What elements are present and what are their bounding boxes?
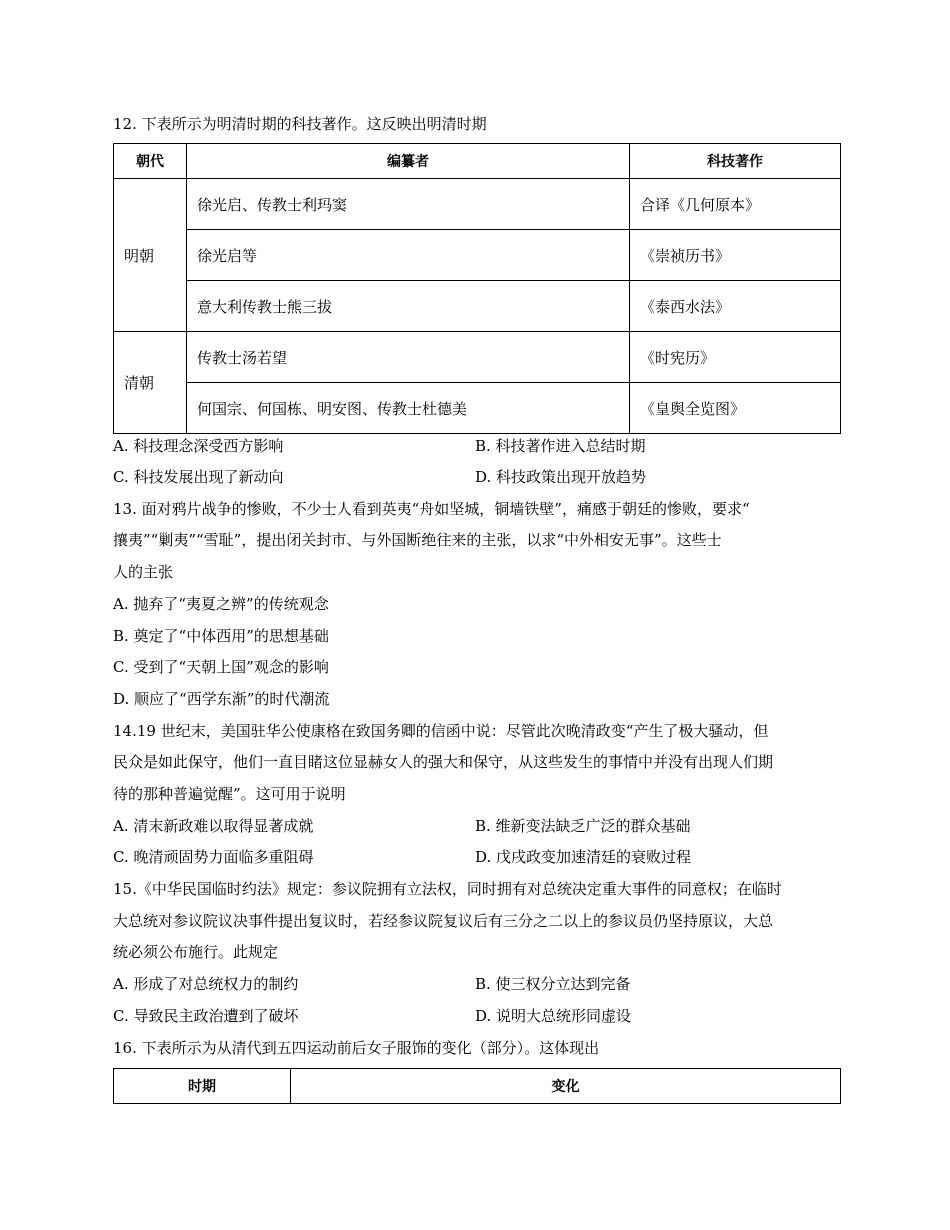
q15-option-a: A. 形成了对总统权力的制约 <box>113 975 299 993</box>
q14-stem-line: 民众是如此保守，他们一直目睹这位显赫女人的强大和保守，从这些发生的事情中并没有出现人们期 <box>113 753 774 771</box>
q13-option-d: D. 顺应了“西学东渐”的时代潮流 <box>113 690 330 708</box>
work-cell: 《时宪历》 <box>630 332 841 383</box>
table-header-row <box>114 1069 841 1104</box>
column-header: 变化 <box>291 1069 841 1104</box>
q12-option-d: D. 科技政策出现开放趋势 <box>475 468 647 486</box>
author-cell: 何国宗、何国栋、明安图、传教士杜德美 <box>187 383 630 434</box>
q15-stem-line: 统必须公布施行。此规定 <box>113 943 279 961</box>
work-cell: 《皇舆全览图》 <box>630 383 841 434</box>
q16-table <box>113 1068 841 1104</box>
dynasty-cell: 清朝 <box>114 332 187 434</box>
table-row <box>114 332 841 383</box>
author-cell: 徐光启、传教士利玛窦 <box>187 179 630 230</box>
q15-option-c: C. 导致民主政治遭到了破坏 <box>113 1007 299 1025</box>
work-cell: 《崇祯历书》 <box>630 230 841 281</box>
q12-option-c: C. 科技发展出现了新动向 <box>113 468 284 486</box>
q14-stem-line: 14.19 世纪末，美国驻华公使康格在致国务卿的信函中说：尽管此次晚清政变“产生了极大骚动，但 <box>113 722 769 740</box>
q15-stem-line: 大总统对参议院议决事件提出复议时，若经参议院复议后有三分之二以上的参议员仍坚持原议，大总 <box>113 912 774 930</box>
table-row <box>114 281 841 332</box>
work-cell: 《泰西水法》 <box>630 281 841 332</box>
q13-stem-line: 人的主张 <box>113 563 174 581</box>
q14-option-c: C. 晚清顽固势力面临多重阻碍 <box>113 848 314 866</box>
work-cell: 合译《几何原本》 <box>630 179 841 230</box>
q12-option-a: A. 科技理念深受西方影响 <box>113 437 284 455</box>
column-header: 朝代 <box>114 144 187 179</box>
q13-option-b: B. 奠定了“中体西用”的思想基础 <box>113 627 329 645</box>
q13-option-c: C. 受到了“天朝上国”观念的影响 <box>113 658 329 676</box>
q16-stem: 16. 下表所示为从清代到五四运动前后女子服饰的变化（部分）。这体现出 <box>113 1039 600 1057</box>
dynasty-cell: 明朝 <box>114 179 187 332</box>
q12-table <box>113 143 841 434</box>
q15-stem-line: 15.《中华民国临时约法》规定：参议院拥有立法权，同时拥有对总统决定重大事件的同意权；在临时 <box>113 880 782 898</box>
q15-option-b: B. 使三权分立达到完备 <box>475 975 631 993</box>
q14-option-a: A. 清末新政难以取得显著成就 <box>113 817 314 835</box>
table-row <box>114 179 841 230</box>
author-cell: 传教士汤若望 <box>187 332 630 383</box>
q13-stem-line: 13. 面对鸦片战争的惨败，不少士人看到英夷“舟如坚城，铜墙铁壁”，痛感于朝廷的惨败，要求“ <box>113 500 750 518</box>
table-row <box>114 383 841 434</box>
q14-option-b: B. 维新变法缺乏广泛的群众基础 <box>475 817 691 835</box>
author-cell: 意大利传教士熊三拔 <box>187 281 630 332</box>
q12-option-b: B. 科技著作进入总结时期 <box>475 437 646 455</box>
q13-stem-line: 攘夷”“剿夷”“雪耻”，提出闭关封市、与外国断绝往来的主张，以求“中外相安无事”。这些士 <box>113 531 722 549</box>
q14-stem-line: 待的那种普遍觉醒”。这可用于说明 <box>113 785 346 803</box>
q13-option-a: A. 抛弃了“夷夏之辨”的传统观念 <box>113 595 329 613</box>
table-row <box>114 230 841 281</box>
q12-stem: 12. 下表所示为明清时期的科技著作。这反映出明清时期 <box>113 115 487 133</box>
table-header-row <box>114 144 841 179</box>
q15-option-d: D. 说明大总统形同虚设 <box>475 1007 632 1025</box>
q14-option-d: D. 戊戌政变加速清廷的衰败过程 <box>475 848 692 866</box>
column-header: 编纂者 <box>187 144 630 179</box>
column-header: 科技著作 <box>630 144 841 179</box>
column-header: 时期 <box>114 1069 291 1104</box>
author-cell: 徐光启等 <box>187 230 630 281</box>
